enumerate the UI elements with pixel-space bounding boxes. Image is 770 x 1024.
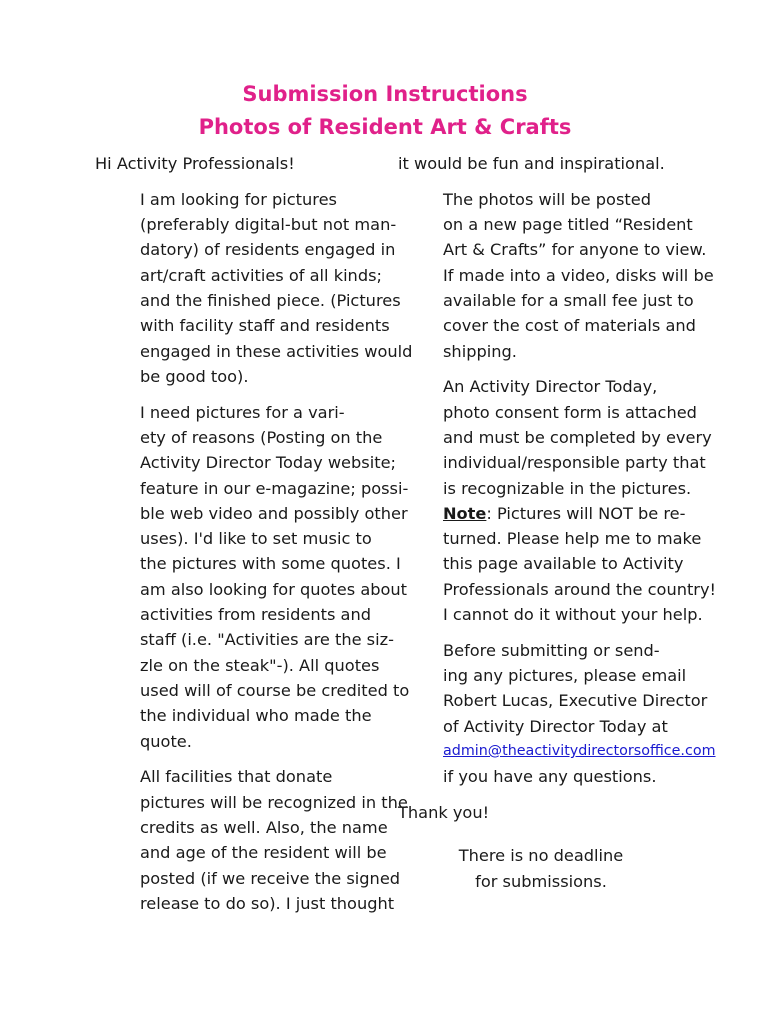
text-line: staff (i.e. "Activities are the siz- xyxy=(140,630,394,650)
paragraph-contact xyxy=(398,638,716,790)
text-line: The photos will be posted xyxy=(443,189,651,209)
text-line: If made into a video, disks will be xyxy=(443,265,714,285)
text-line: ble web video and possibly other xyxy=(140,503,408,523)
text-line: An Activity Director Today, xyxy=(443,377,658,397)
text-line: and age of the resident will be xyxy=(140,843,387,863)
paragraph-recognition xyxy=(95,764,408,916)
text-line: it would be fun and inspirational. xyxy=(398,154,665,173)
text-line: credits as well. Also, the name xyxy=(140,817,388,837)
note-text: : Pictures will NOT be re- xyxy=(486,503,686,523)
text-line: with facility staff and residents xyxy=(140,316,390,336)
text-line: be good too). xyxy=(140,366,249,386)
text-line: activities from residents and xyxy=(140,605,372,625)
paragraph-continuation xyxy=(398,151,684,176)
text-line: posted (if we receive the signed xyxy=(140,868,401,888)
text-line: Robert Lucas, Executive Director xyxy=(443,691,708,711)
text-line: individual/responsible party that xyxy=(443,453,706,473)
text-line: this page available to Activity xyxy=(443,554,684,574)
text-line: the individual who made the xyxy=(140,706,372,726)
right-column xyxy=(398,151,717,905)
contact-lines xyxy=(398,638,708,739)
text-line: shipping. xyxy=(443,341,517,361)
paragraph-photos-posted xyxy=(398,187,714,364)
paragraph-looking-for-pictures xyxy=(95,187,413,389)
thank-you: Thank you! xyxy=(398,803,490,823)
text-line: ing any pictures, please email xyxy=(443,666,687,686)
title-line-2: Photos of Resident Art & Crafts xyxy=(198,115,572,139)
text-line: uses). I'd like to set music to xyxy=(140,529,372,549)
closing-note xyxy=(398,843,684,894)
text-line: and must be completed by every xyxy=(443,427,712,447)
text-line: ety of reasons (Posting on the xyxy=(140,427,383,447)
text-line: Activity Director Today website; xyxy=(140,453,396,473)
text-line: Hi Activity Professionals! xyxy=(95,154,295,173)
text-line: release to do so). I just thought xyxy=(140,893,395,913)
text-line: Art & Crafts” for anyone to view. xyxy=(443,240,707,260)
text-line: and the finished piece. (Pictures xyxy=(140,290,401,310)
note-continuation-lines xyxy=(398,526,717,627)
text-line: the pictures with some quotes. I xyxy=(140,554,401,574)
text-line: is recognizable in the pictures. xyxy=(443,478,692,498)
text-line: All facilities that donate xyxy=(140,767,333,787)
left-column xyxy=(95,151,413,927)
text-line: feature in our e-magazine; possi- xyxy=(140,478,409,498)
text-line: zle on the steak"-). All quotes xyxy=(140,655,380,675)
paragraph-consent-form xyxy=(398,374,717,627)
email-link[interactable]: admin@theactivitydirectorsoffice.com xyxy=(443,743,716,760)
document-title xyxy=(0,78,770,144)
text-line: art/craft activities of all kinds; xyxy=(140,265,382,285)
text-line: am also looking for quotes about xyxy=(140,579,408,599)
text-line: of Activity Director Today at xyxy=(443,716,668,736)
text-line: There is no deadline xyxy=(458,846,624,866)
title-line-1: Submission Instructions xyxy=(242,82,528,106)
text-line: used will of course be credited to xyxy=(140,680,410,700)
text-line: (preferably digital-but not man- xyxy=(140,215,397,235)
consent-lines xyxy=(398,374,712,500)
text-line: for submissions. xyxy=(475,871,607,891)
text-line: photo consent form is attached xyxy=(443,402,697,422)
text-line: cover the cost of materials and xyxy=(443,316,696,336)
text-line: on a new page titled “Resident xyxy=(443,215,693,235)
text-line: I need pictures for a vari- xyxy=(140,402,345,422)
text-line: I am looking for pictures xyxy=(140,189,337,209)
text-line: quote. xyxy=(140,731,192,751)
text-line: Before submitting or send- xyxy=(443,640,660,660)
text-line: pictures will be recognized in the xyxy=(140,792,408,812)
text-line: I cannot do it without your help. xyxy=(443,605,703,625)
text-line: engaged in these activities would xyxy=(140,341,413,361)
questions-line: if you have any questions. xyxy=(443,767,657,787)
note-line xyxy=(398,501,684,526)
note-label: Note xyxy=(443,503,487,523)
paragraph-reasons xyxy=(95,400,410,754)
text-line: Professionals around the country! xyxy=(443,579,717,599)
text-line: datory) of residents engaged in xyxy=(140,240,396,260)
text-line: available for a small fee just to xyxy=(443,290,694,310)
text-line: turned. Please help me to make xyxy=(443,529,702,549)
greeting xyxy=(95,151,379,176)
